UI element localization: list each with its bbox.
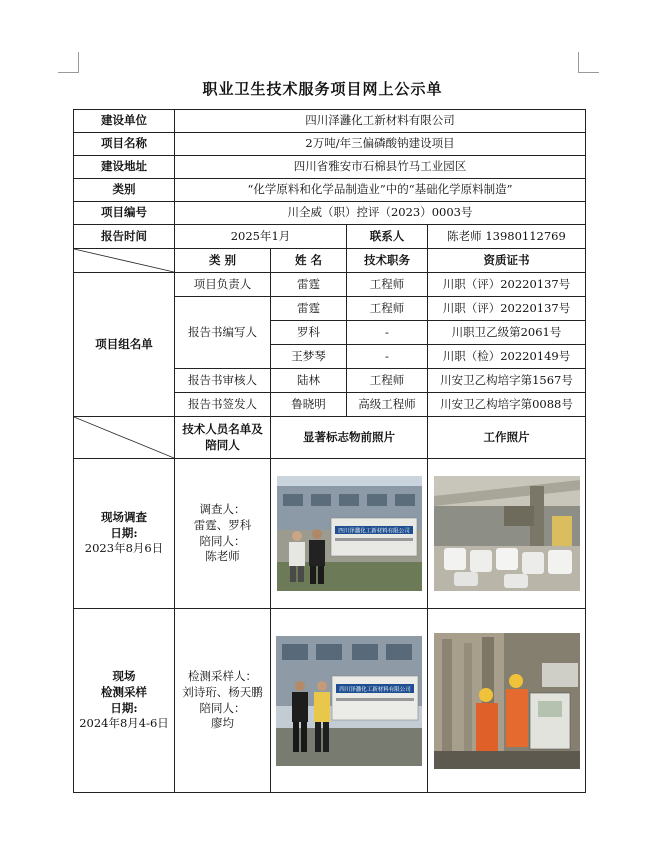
team-header-name: 姓 名	[271, 249, 347, 273]
project-number-label: 项目编号	[74, 202, 175, 225]
member-name: 鲁晓明	[271, 393, 347, 417]
member-name: 雷霆	[271, 297, 347, 321]
member-duty: 工程师	[347, 273, 428, 297]
sign-text: 四川泽灉化工新材料有限公司	[337, 528, 410, 535]
row-report-time	[74, 225, 586, 249]
survey-label-title: 现场调查	[101, 510, 147, 525]
photo-header-staff: 技术人员名单及陪同人	[175, 417, 271, 459]
team-header-duty: 技术职务	[347, 249, 428, 273]
member-duty: 工程师	[347, 369, 428, 393]
member-cert: 川职卫乙级第2061号	[428, 321, 586, 345]
member-cert: 川职（评）20220137号	[428, 273, 586, 297]
contact-label: 联系人	[347, 225, 428, 249]
address-label: 建设地址	[74, 156, 175, 179]
sampling-date-title: 日期:	[110, 700, 138, 715]
crop-mark-top-left	[58, 52, 79, 73]
sampling-staff-cell	[175, 609, 271, 793]
member-category: 报告书签发人	[175, 393, 271, 417]
photo-header-row	[74, 417, 586, 459]
row-project-number	[74, 202, 586, 225]
team-row	[74, 273, 586, 297]
team-header-cert: 资质证书	[428, 249, 586, 273]
project-number-value: 川全威（职）控评（2023）0003号	[175, 202, 586, 225]
survey-date-title: 日期:	[110, 525, 138, 540]
member-category: 报告书审核人	[175, 369, 271, 393]
sampler-title: 检测采样人：	[188, 669, 257, 684]
project-name-label: 项目名称	[74, 133, 175, 156]
survey-work-photo	[434, 476, 580, 591]
category-value: “化学原料和化学品制造业”中的“基础化学原料制造”	[175, 179, 586, 202]
sampling-work-photo-cell	[428, 609, 586, 793]
member-cert: 川安卫乙构培字第0088号	[428, 393, 586, 417]
member-name: 陆林	[271, 369, 347, 393]
sampling-label-cell	[74, 609, 175, 793]
member-name: 罗科	[271, 321, 347, 345]
survey-landmark-photo-cell	[271, 459, 428, 609]
row-category	[74, 179, 586, 202]
sampling-date: 2024年8月4-6日	[79, 716, 169, 731]
member-cert: 川职（检）20220149号	[428, 345, 586, 369]
member-name: 雷霆	[271, 273, 347, 297]
unit-value: 四川泽灉化工新材料有限公司	[175, 110, 586, 133]
crop-mark-top-right	[578, 52, 599, 73]
member-cert: 川安卫乙构培字第1567号	[428, 369, 586, 393]
contact-value: 陈老师 13980112769	[428, 225, 586, 249]
investigator-names: 雷霆、罗科	[193, 517, 252, 532]
investigator-title: 调查人：	[199, 502, 246, 517]
address-value: 四川省雅安市石棉县竹马工业园区	[175, 156, 586, 179]
member-duty: 高级工程师	[347, 393, 428, 417]
sampling-label-mid: 检测采样	[101, 684, 147, 699]
survey-row	[74, 459, 586, 609]
sampling-work-photo	[434, 633, 580, 769]
report-time-label: 报告时间	[74, 225, 175, 249]
team-header-row	[74, 249, 586, 273]
team-header-category: 类 别	[175, 249, 271, 273]
diagonal-header-cell	[74, 417, 175, 459]
survey-staff-cell	[175, 459, 271, 609]
disclosure-form-table	[73, 109, 586, 793]
page-title: 职业卫生技术服务项目网上公示单	[202, 80, 443, 98]
row-project-name	[74, 133, 586, 156]
member-category: 项目负责人	[175, 273, 271, 297]
sampling-row	[74, 609, 586, 793]
escort-title: 陪同人：	[199, 700, 246, 715]
survey-landmark-photo	[277, 476, 422, 591]
sign-text: 四川泽灉化工新材料有限公司	[339, 686, 411, 693]
escort-name: 陈老师	[205, 549, 240, 564]
survey-label-cell	[74, 459, 175, 609]
survey-date: 2023年8月6日	[84, 541, 164, 556]
member-name: 王梦琴	[271, 345, 347, 369]
sampling-landmark-photo	[276, 636, 422, 766]
photo-header-landmark: 显著标志物前照片	[271, 417, 428, 459]
member-category: 报告书编写人	[175, 297, 271, 369]
member-cert: 川职（评）20220137号	[428, 297, 586, 321]
sampling-label-top: 现场	[112, 669, 136, 684]
escort-title: 陪同人：	[199, 533, 246, 548]
survey-work-photo-cell	[428, 459, 586, 609]
member-duty: 工程师	[347, 297, 428, 321]
photo-header-work: 工作照片	[428, 417, 586, 459]
member-duty: -	[347, 321, 428, 345]
project-name-value: 2万吨/年三偏磷酸钠建设项目	[175, 133, 586, 156]
row-address	[74, 156, 586, 179]
sampling-landmark-photo-cell	[271, 609, 428, 793]
unit-label: 建设单位	[74, 110, 175, 133]
row-construction-unit	[74, 110, 586, 133]
report-time-value: 2025年1月	[175, 225, 347, 249]
sampler-names: 刘诗珩、杨天鹏	[182, 684, 263, 699]
category-label: 类别	[74, 179, 175, 202]
member-duty: -	[347, 345, 428, 369]
escort-name: 廖均	[211, 716, 234, 731]
diagonal-header-cell	[74, 249, 175, 273]
team-section-label: 项目组名单	[74, 273, 175, 417]
